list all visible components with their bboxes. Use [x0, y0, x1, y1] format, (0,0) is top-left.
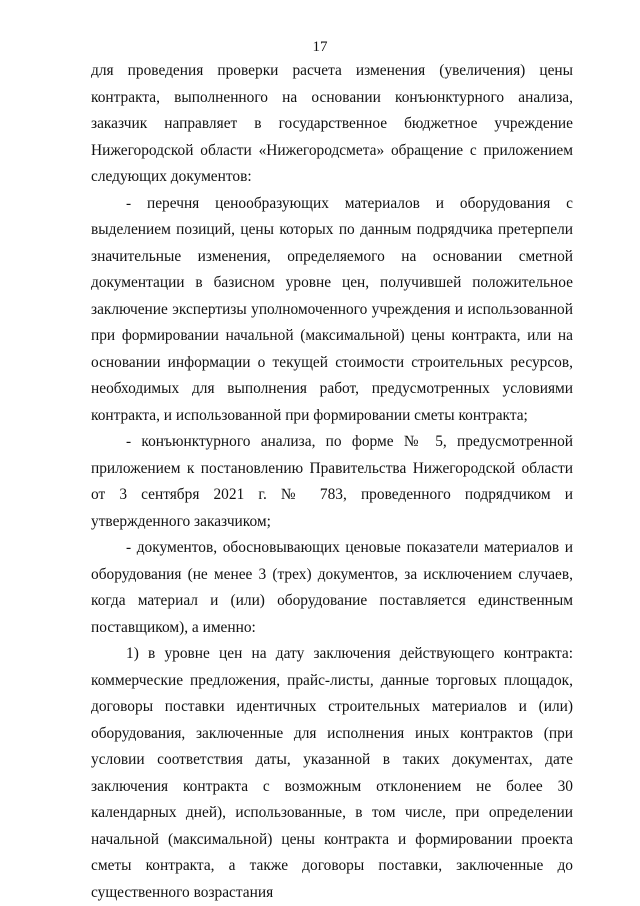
paragraph-price-level: 1) в уровне цен на дату заключения действующего контракта: коммерческие предложения, прайс-листы, данные торговых площадок, договоры поставки идентичных строительных материалов и (или) оборудования, заключенные для исполнения иных контрактов (при условии соответствия даты, указанной в таких документах, дате заключения контракта с возможным отклонением не более 30 календарных дней), использованные, в том числе, при определении начальной (максимальной) цены контракта и формировании проекта сметы контракта, а также договоры поставки, заключенные до существенного возрастания	[91, 645, 573, 901]
document-body	[91, 58, 573, 906]
paragraph-continuation: для проведения проверки расчета изменения (увеличения) цены контракта, выполненного на основании конъюнктурного анализа, заказчик направляет в государственное бюджетное учреждение Нижегородской области «Нижегородсмета» обращение с приложением следующих документов:	[91, 62, 573, 185]
page-number: 17	[312, 39, 328, 55]
paragraph-supporting-documents: - документов, обосновывающих ценовые показатели материалов и оборудования (не менее 3 (трех) документов, за исключением случаев, когда материал и (или) оборудование поставляется единственным поставщиком), а именно:	[91, 539, 573, 636]
paragraph-materials-list: - перечня ценообразующих материалов и оборудования с выделением позиций, цены которых по данным подрядчика претерпели значительные изменения, определяемого на основании сметной документации в базисном уровне цен, получившей положительное заключение экспертизы уполномоченного учреждения и использованной при формировании начальной (максимальной) цены контракта, или на основании информации о текущей стоимости строительных ресурсов, необходимых для выполнения работ, предусмотренных условиями контракта, и использованной при формировании сметы контракта;	[91, 194, 573, 424]
paragraph-market-analysis: - конъюнктурного анализа, по форме № 5, предусмотренной приложением к постановлению Правительства Нижегородской области от 3 сентября 2021 г. № 783, проведенного подрядчиком и утвержденного заказчиком;	[91, 433, 573, 530]
